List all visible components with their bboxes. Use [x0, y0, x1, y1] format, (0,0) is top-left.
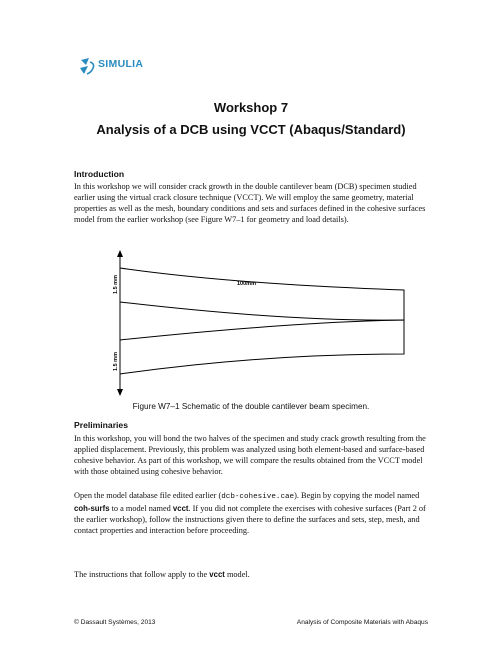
introduction-paragraph: In this workshop we will consider crack growth in the double cantilever beam (DCB) specimen studied earlier using the virtual crack closure technique (VCCT). We will employ the same geometry, material properties as well as the mesh, boundary conditions and sets and surfaces defined in the cohesive surfaces model from the earlier workshop (see Figure W7–1 for geometry and load details). — [74, 182, 426, 225]
down-arrow-icon — [117, 389, 123, 396]
preliminaries-paragraph-2 — [74, 490, 434, 536]
preliminaries-paragraph-1: In this workshop, you will bond the two halves of the specimen and study crack growth resulting from the applied displacement. Previously, this problem was analyzed using both element-based and surface-based cohesive behavior. As part of this workshop, we will compare the results obtained from the VCCT model with those obtained using cohesive behavior. — [74, 434, 426, 477]
footer-copyright: © Dassault Systèmes, 2013 — [74, 619, 156, 626]
length-label: 100mm — [237, 281, 256, 287]
bottom-thickness-label: 1.5 mm — [113, 352, 119, 371]
preliminaries-paragraph-3 — [74, 569, 434, 580]
p3-text-a: The instructions that follow apply to the — [74, 570, 210, 579]
bottom-beam-arm — [120, 320, 404, 374]
workshop-number: Workshop 7 — [213, 100, 289, 115]
dassault-3ds-icon — [78, 56, 98, 76]
p2-text-d: . If you did not complete the exercises with cohesive surfaces (Part 2 of the earlier workshop), follow the instructions given there to define the surfaces and sets, step, mesh, and contact properties and interaction before proceeding. — [74, 504, 426, 536]
dcb-schematic-figure — [112, 248, 412, 398]
introduction-heading: Introduction — [74, 169, 125, 179]
model-name-coh-surfs: coh-surfs — [74, 504, 110, 514]
logo-text: SIMULIA — [98, 58, 144, 70]
p3-text-b: model. — [224, 570, 250, 579]
figure-caption: Figure W7–1 Schematic of the double cantilever beam specimen. — [132, 402, 370, 411]
p2-text-a: Open the model database file edited earlier ( — [74, 491, 222, 500]
preliminaries-heading: Preliminaries — [74, 420, 128, 430]
up-arrow-icon — [117, 250, 123, 257]
model-database-filename: dcb-cohesive.cae — [221, 493, 295, 501]
top-thickness-label: 1.5 mm — [113, 275, 119, 294]
top-beam-arm — [120, 268, 404, 320]
model-name-vcct-ref: vcct — [209, 570, 225, 579]
simulia-logo — [78, 56, 178, 78]
p2-text-c: to a model named — [109, 504, 173, 514]
model-name-vcct: vcct — [172, 504, 189, 514]
p2-text-b: ). Begin by copying the model named — [294, 491, 420, 500]
footer-course-title: Analysis of Composite Materials with Abaqus — [296, 619, 428, 626]
page-title: Analysis of a DCB using VCCT (Abaqus/Standard) — [96, 122, 406, 137]
